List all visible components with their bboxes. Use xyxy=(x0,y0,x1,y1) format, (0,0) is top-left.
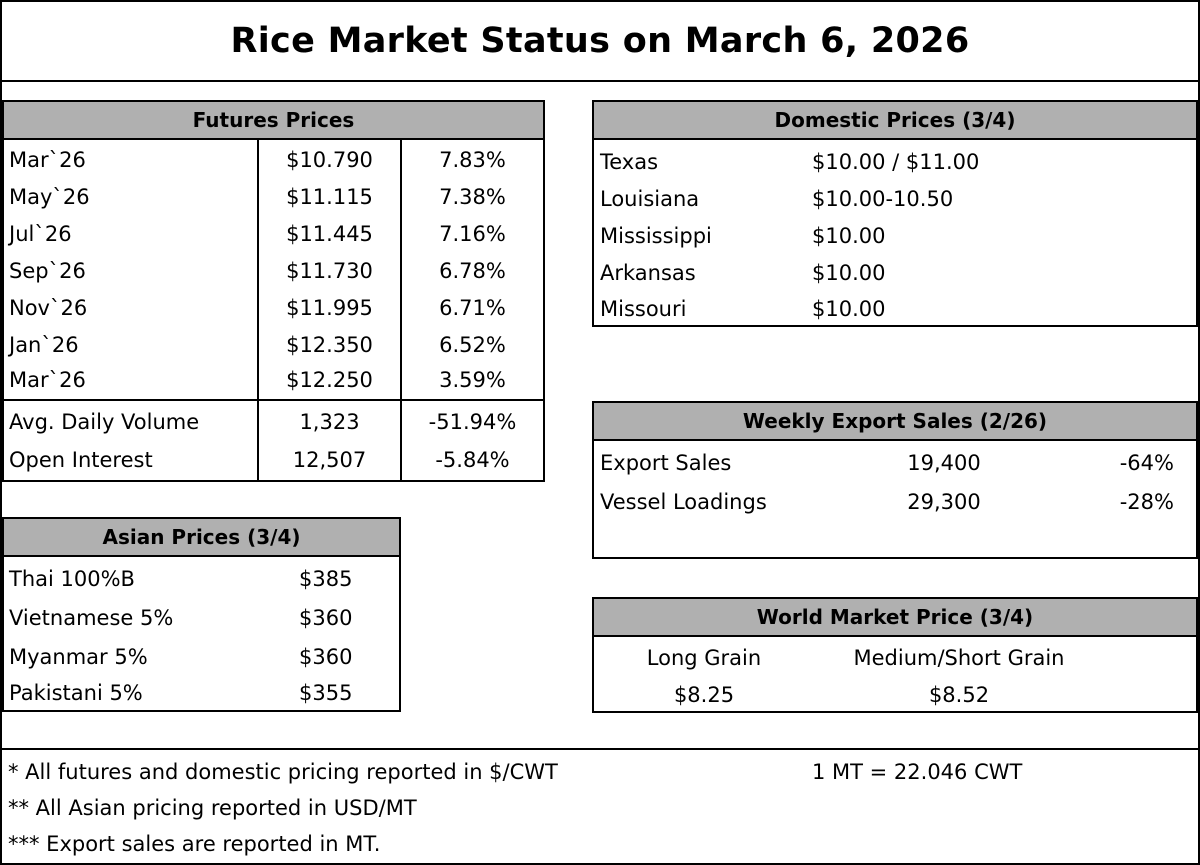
futures-price: $12.350 xyxy=(286,333,373,357)
note-futures-unit: * All futures and domestic pricing reported in $/CWT xyxy=(8,760,558,784)
domestic-price: $10.00 xyxy=(812,224,886,248)
long-grain-label: Long Grain xyxy=(646,646,762,670)
export-sales-table xyxy=(592,401,1198,559)
note-export-unit: *** Export sales are reported in MT. xyxy=(8,832,381,856)
title-divider xyxy=(2,80,1198,82)
domestic-price: $10.00-10.50 xyxy=(812,187,954,211)
domestic-header: Domestic Prices (3/4) xyxy=(594,102,1196,140)
futures-pct: 6.52% xyxy=(439,333,506,357)
futures-price: $11.115 xyxy=(286,185,373,209)
asian-price: $355 xyxy=(299,681,353,705)
open-interest-value: 12,507 xyxy=(292,448,367,472)
futures-pct: 6.71% xyxy=(439,296,506,320)
world-header: World Market Price (3/4) xyxy=(594,599,1196,637)
export-header: Weekly Export Sales (2/26) xyxy=(594,403,1196,441)
domestic-price: $10.00 xyxy=(812,297,886,321)
futures-month: Nov`26 xyxy=(9,296,88,320)
asian-prices-table xyxy=(2,517,401,712)
domestic-state: Arkansas xyxy=(600,261,696,285)
world-market-price-table xyxy=(592,597,1198,713)
medium-grain-label: Medium/Short Grain xyxy=(853,646,1065,670)
futures-price: $11.995 xyxy=(286,296,373,320)
futures-pct: 6.78% xyxy=(439,259,506,283)
futures-price: $11.730 xyxy=(286,259,373,283)
export-value: 29,300 xyxy=(907,490,981,514)
asian-label: Myanmar 5% xyxy=(9,645,148,669)
futures-pct: 7.38% xyxy=(439,185,506,209)
notes-divider xyxy=(0,748,1200,750)
futures-prices-table xyxy=(2,100,545,482)
open-interest-label: Open Interest xyxy=(9,448,153,472)
futures-month: Jan`26 xyxy=(9,333,79,357)
futures-price: $12.250 xyxy=(286,368,373,392)
futures-pct: 7.16% xyxy=(439,222,506,246)
long-grain-value: $8.25 xyxy=(673,683,735,707)
futures-header: Futures Prices xyxy=(4,102,543,140)
export-pct: -64% xyxy=(1119,451,1174,475)
futures-month: Jul`26 xyxy=(9,222,72,246)
export-label: Vessel Loadings xyxy=(600,490,767,514)
domestic-price: $10.00 xyxy=(812,261,886,285)
asian-label: Vietnamese 5% xyxy=(9,606,174,630)
domestic-state: Texas xyxy=(600,150,659,174)
futures-month: Sep`26 xyxy=(9,259,86,283)
volume-value: 1,323 xyxy=(299,410,360,434)
futures-price: $10.790 xyxy=(286,148,373,172)
futures-pct: 3.59% xyxy=(439,368,506,392)
asian-price: $360 xyxy=(299,645,353,669)
export-label: Export Sales xyxy=(600,451,732,475)
asian-price: $385 xyxy=(299,567,353,591)
futures-month: Mar`26 xyxy=(9,148,86,172)
futures-month: May`26 xyxy=(9,185,90,209)
note-asian-unit: ** All Asian pricing reported in USD/MT xyxy=(8,796,417,820)
medium-grain-value: $8.52 xyxy=(928,683,990,707)
conversion-note: 1 MT = 22.046 CWT xyxy=(812,760,1023,784)
domestic-prices-table xyxy=(592,100,1198,327)
domestic-state: Missouri xyxy=(600,297,687,321)
export-value: 19,400 xyxy=(907,451,981,475)
volume-label: Avg. Daily Volume xyxy=(9,410,200,434)
page-title: Rice Market Status on March 6, 2026 xyxy=(230,21,970,61)
volume-pct: -51.94% xyxy=(428,410,517,434)
export-pct: -28% xyxy=(1119,490,1174,514)
asian-label: Thai 100%B xyxy=(9,567,135,591)
domestic-state: Mississippi xyxy=(600,224,712,248)
futures-pct: 7.83% xyxy=(439,148,506,172)
futures-volume-divider xyxy=(4,399,543,401)
asian-price: $360 xyxy=(299,606,353,630)
futures-month: Mar`26 xyxy=(9,368,86,392)
open-interest-pct: -5.84% xyxy=(435,448,510,472)
asian-label: Pakistani 5% xyxy=(9,681,143,705)
domestic-state: Louisiana xyxy=(600,187,700,211)
asian-header: Asian Prices (3/4) xyxy=(4,519,399,557)
domestic-price: $10.00 / $11.00 xyxy=(812,150,980,174)
futures-price: $11.445 xyxy=(286,222,373,246)
